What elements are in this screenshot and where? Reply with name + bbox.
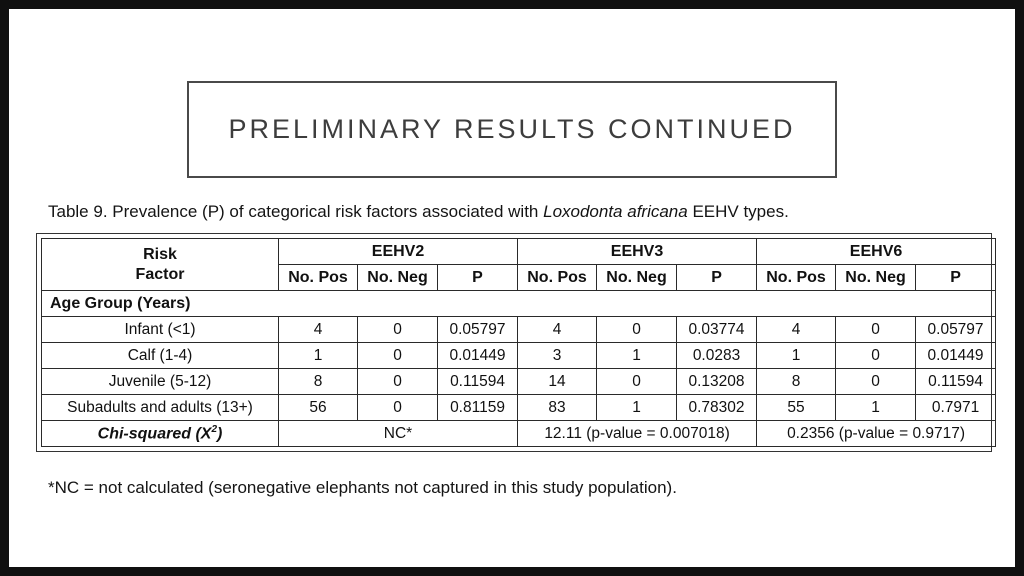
table-row xyxy=(42,317,996,343)
slide xyxy=(9,9,1015,567)
table-cell: 4 xyxy=(757,317,836,343)
table-cell: 1 xyxy=(757,343,836,369)
results-table xyxy=(41,238,996,447)
table-cell: 0.81159 xyxy=(438,395,518,421)
table-cell: 4 xyxy=(279,317,358,343)
table-cell: 0.7971 xyxy=(916,395,996,421)
table-cell: 0.05797 xyxy=(438,317,518,343)
table-cell: 0.0283 xyxy=(677,343,757,369)
chi-label-main: Chi-squared (X xyxy=(97,425,212,443)
table-cell: 0 xyxy=(358,317,438,343)
table-cell: 1 xyxy=(597,343,677,369)
slide-title: PRELIMINARY RESULTS CONTINUED xyxy=(228,114,796,144)
chi-value-eehv3: 12.11 (p-value = 0.007018) xyxy=(518,421,757,447)
chi-squared-label xyxy=(42,421,279,447)
table-cell: 0 xyxy=(836,369,916,395)
caption-suffix: EEHV types. xyxy=(687,202,789,221)
footnote: *NC = not calculated (seronegative elephants not captured in this study population). xyxy=(48,478,677,497)
table-cell: 0 xyxy=(358,369,438,395)
subheader-p: P xyxy=(916,265,996,291)
table-cell: 0 xyxy=(358,395,438,421)
group-header-eehv2: EEHV2 xyxy=(279,239,518,265)
table-row xyxy=(42,369,996,395)
chi-value-eehv6: 0.2356 (p-value = 0.9717) xyxy=(757,421,996,447)
row-label: Subadults and adults (13+) xyxy=(42,395,279,421)
table-cell: 0.11594 xyxy=(438,369,518,395)
table-cell: 0.11594 xyxy=(916,369,996,395)
table-cell: 83 xyxy=(518,395,597,421)
table-cell: 8 xyxy=(757,369,836,395)
risk-header-line2: Factor xyxy=(135,265,185,283)
chi-label-superscript: 2 xyxy=(211,424,218,435)
chi-squared-row xyxy=(42,421,996,447)
group-header-eehv6: EEHV6 xyxy=(757,239,996,265)
subheader-neg: No. Neg xyxy=(358,265,438,291)
table-cell: 0 xyxy=(597,317,677,343)
risk-header-line1: Risk xyxy=(143,245,177,263)
section-age-group: Age Group (Years) xyxy=(42,291,996,317)
risk-factor-header xyxy=(42,239,279,291)
table-cell: 0.05797 xyxy=(916,317,996,343)
caption-species-name: Loxodonta africana xyxy=(543,202,688,221)
group-header-eehv3: EEHV3 xyxy=(518,239,757,265)
subheader-neg: No. Neg xyxy=(836,265,916,291)
table-caption xyxy=(48,202,789,222)
row-label: Calf (1-4) xyxy=(42,343,279,369)
group-header-row xyxy=(42,239,996,265)
table-cell: 0.78302 xyxy=(677,395,757,421)
table-cell: 14 xyxy=(518,369,597,395)
table-cell: 0.01449 xyxy=(438,343,518,369)
subheader-p: P xyxy=(677,265,757,291)
table-row xyxy=(42,343,996,369)
caption-prefix: Table 9. Prevalence (P) of categorical risk factors associated with xyxy=(48,202,544,221)
subheader-neg: No. Neg xyxy=(597,265,677,291)
table-cell: 8 xyxy=(279,369,358,395)
title-box xyxy=(187,81,837,178)
table-cell: 0.03774 xyxy=(677,317,757,343)
section-row xyxy=(42,291,996,317)
table-cell: 1 xyxy=(597,395,677,421)
row-label: Infant (<1) xyxy=(42,317,279,343)
table-cell: 56 xyxy=(279,395,358,421)
subheader-pos: No. Pos xyxy=(518,265,597,291)
table-cell: 0 xyxy=(597,369,677,395)
table-cell: 3 xyxy=(518,343,597,369)
table-cell: 0 xyxy=(358,343,438,369)
row-label: Juvenile (5-12) xyxy=(42,369,279,395)
table-cell: 0.13208 xyxy=(677,369,757,395)
table-row xyxy=(42,395,996,421)
table-cell: 0 xyxy=(836,317,916,343)
table-cell: 0.01449 xyxy=(916,343,996,369)
subheader-pos: No. Pos xyxy=(279,265,358,291)
subheader-pos: No. Pos xyxy=(757,265,836,291)
table-cell: 0 xyxy=(836,343,916,369)
table-cell: 1 xyxy=(836,395,916,421)
table-cell: 55 xyxy=(757,395,836,421)
results-table-wrapper xyxy=(36,233,992,452)
subheader-p: P xyxy=(438,265,518,291)
table-cell: 1 xyxy=(279,343,358,369)
chi-label-close: ) xyxy=(217,425,223,443)
table-cell: 4 xyxy=(518,317,597,343)
chi-value-eehv2: NC* xyxy=(279,421,518,447)
